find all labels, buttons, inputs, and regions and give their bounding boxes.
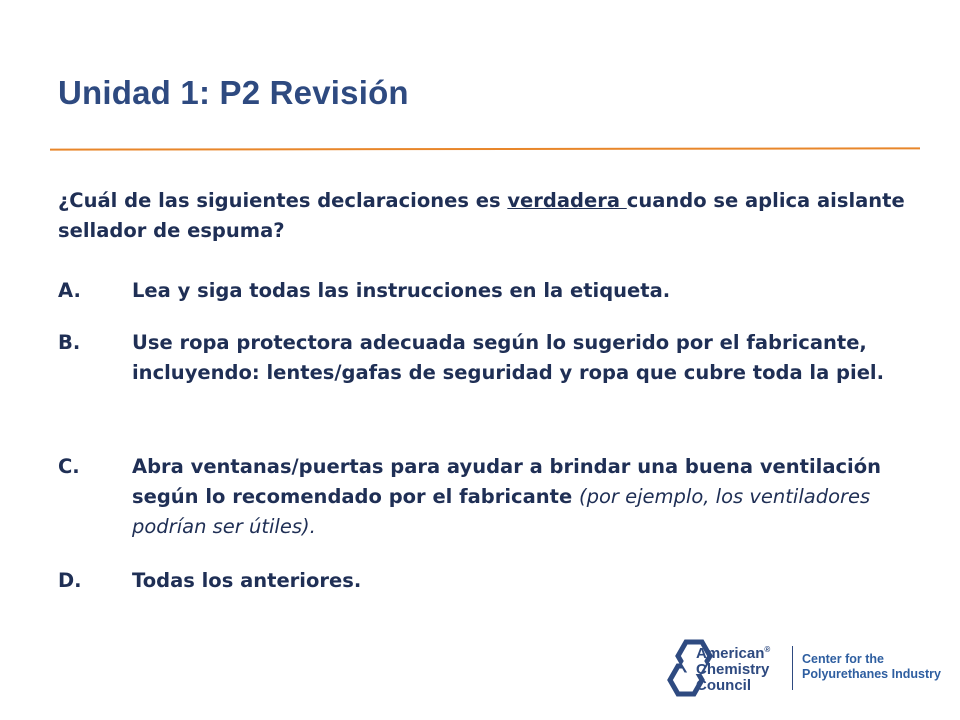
question-pre: ¿Cuál de las siguientes declaraciones es [58, 189, 508, 212]
question-post: cuando se aplica aislante sellador de espuma? [58, 189, 905, 242]
logo-right-line2: Polyurethanes Industry [802, 667, 941, 681]
option-text: Abra ventanas/puertas para ayudar a brindar una buena ventilación según lo recomendado por el fabricante [132, 455, 882, 508]
logo-line3: Council [696, 677, 751, 694]
option-c [58, 452, 918, 542]
option-d [58, 566, 918, 596]
title-divider [50, 147, 920, 150]
option-b [58, 328, 918, 388]
option-letter: D. [58, 569, 82, 592]
option-text: Todas los anteriores. [132, 569, 362, 592]
question-underlined: verdadera [507, 189, 627, 212]
logo-line2: Chemistry [696, 661, 770, 678]
option-text-wrap [132, 452, 918, 542]
option-letter: B. [58, 331, 81, 354]
option-letter: C. [58, 455, 80, 478]
slide-title: Unidad 1: P2 Revisión [58, 74, 409, 111]
logo-line1: American [696, 645, 765, 662]
logo-right-line1: Center for the [802, 652, 884, 666]
cpi-logo-text [802, 652, 941, 682]
option-a [58, 276, 918, 306]
logo-divider [792, 646, 793, 690]
acc-logo-text [696, 642, 770, 694]
option-text: Use ropa protectora adecuada según lo sugerido por el fabricante, incluyendo: lentes/gafas de seguridad y ropa que cubre toda la piel. [132, 331, 885, 384]
option-note: (por ejemplo, los ventiladores podrían ser útiles). [132, 485, 871, 538]
option-text: Lea y siga todas las instrucciones en la etiqueta. [132, 279, 671, 302]
question-text [58, 186, 918, 246]
logo-registered: ® [764, 645, 771, 654]
option-letter: A. [58, 279, 81, 302]
